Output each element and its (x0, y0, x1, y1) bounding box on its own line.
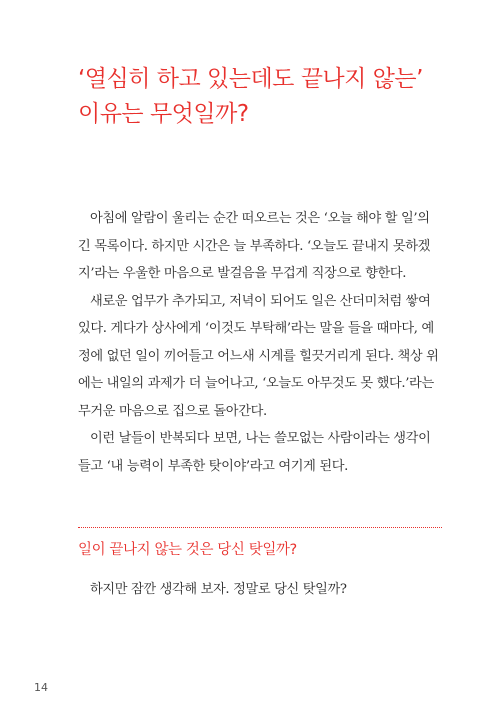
body-line: 들고 ‘내 능력이 부족한 탓이야’라고 여기게 된다. (78, 458, 348, 474)
body-line: 있다. 게다가 상사에게 ‘이것도 부탁해’라는 말을 들을 때마다, 예 (78, 321, 434, 336)
section-text: 하지만 잠깐 생각해 보자. 정말로 당신 탓일까? (90, 582, 347, 597)
body-paragraphs (78, 205, 442, 480)
chapter-title-line-2: 이유는 무엇일까? (78, 101, 249, 127)
body-line: 긴 목록이다. 하지만 시간은 늘 부족하다. ‘오늘도 끝내지 못하겠 (78, 238, 430, 254)
body-line: 무거운 마음으로 집으로 돌아간다. (78, 403, 267, 419)
body-line: 지’라는 우울한 마음으로 발걸음을 무겁게 직장으로 향한다. (78, 266, 407, 281)
body-line: 이런 날들이 반복되다 보면, 나는 쓸모없는 사람이라는 생각이 (90, 431, 431, 446)
section-heading: 일이 끝나지 않는 것은 당신 탓일까? (78, 542, 297, 558)
chapter-title-line-1: ‘열심히 하고 있는데도 끝나지 않는’ (78, 66, 423, 92)
body-line: 아침에 알람이 울리는 순간 떠오르는 것은 ‘오늘 해야 할 일’의 (90, 211, 430, 226)
body-line: 에는 내일의 과제가 더 늘어나고, ‘오늘도 아무것도 못 했다.’라는 (78, 376, 434, 391)
page-number: 14 (34, 681, 48, 694)
chapter-title (78, 62, 438, 132)
body-line: 새로운 업무가 추가되고, 저녁이 되어도 일은 산더미처럼 쌓여 (90, 293, 431, 309)
body-line: 정에 없던 일이 끼어들고 어느새 시계를 힐끗거리게 된다. 책상 위 (78, 348, 439, 364)
dotted-divider (78, 527, 442, 528)
